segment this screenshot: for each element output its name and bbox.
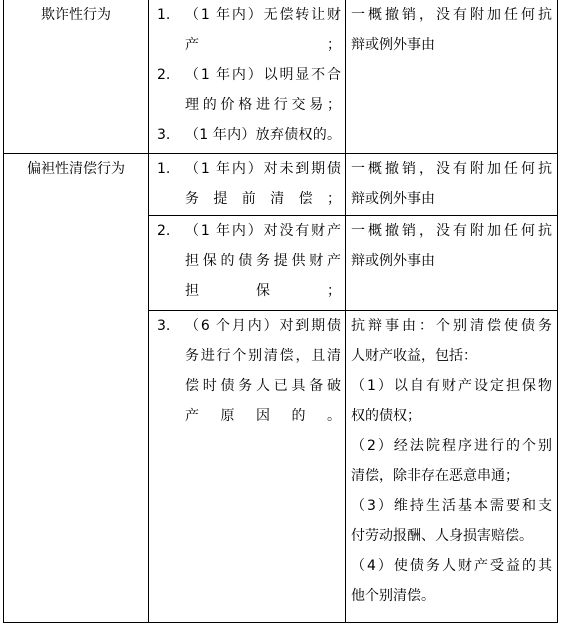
conduct-cell xyxy=(149,311,345,431)
item-number: 3. xyxy=(157,127,171,143)
effect-line: 辩或例外事由 xyxy=(351,253,435,269)
item-line: 务进行个别清偿，且清 xyxy=(185,348,341,364)
effect-cell xyxy=(346,0,558,60)
item-number: 2. xyxy=(157,223,171,239)
conduct-cell xyxy=(149,154,345,214)
item-line: （6 个月内）对到期债 xyxy=(185,318,341,334)
item-line: （1 年内）对未到期债 xyxy=(185,161,341,177)
item-text xyxy=(185,0,345,60)
effect-cell xyxy=(346,311,558,611)
category-label: 偏袒性清偿行为 xyxy=(27,161,125,177)
item-line: （1 年内）以明显不合 xyxy=(185,67,341,83)
item-line: 产原因的。 xyxy=(185,408,341,424)
item-number: 1. xyxy=(157,161,171,177)
list-item xyxy=(153,154,345,214)
effect-line: 抗辩事由：个别清偿使债务 xyxy=(351,318,552,334)
item-text xyxy=(185,311,345,431)
effect-line: 权的债权； xyxy=(351,408,421,424)
effect-line: 清偿，除非存在恶意串通； xyxy=(351,468,519,484)
effect-line: （3）维持生活基本需要和支 xyxy=(351,498,552,514)
effect-line: 一概撤销，没有附加任何抗 xyxy=(351,161,552,177)
item-text xyxy=(185,120,345,150)
category-label: 欺诈性行为 xyxy=(41,7,111,23)
item-line: 担保； xyxy=(185,283,341,299)
effect-line: 辩或例外事由 xyxy=(351,191,435,207)
conduct-cell xyxy=(149,0,345,150)
category-cell xyxy=(4,154,148,184)
effect-line: 人财产收益，包括： xyxy=(351,348,477,364)
item-line: （1 年内）无偿转让财 xyxy=(185,7,341,23)
list-item xyxy=(153,60,345,120)
effect-line: 付劳动报酬、人身损害赔偿。 xyxy=(351,528,533,544)
item-line: 担保的债务提供财产 xyxy=(185,253,341,269)
effect-line: （2）经法院程序进行的个别 xyxy=(351,438,552,454)
list-item xyxy=(153,120,345,150)
list-item xyxy=(153,311,345,431)
category-cell xyxy=(4,0,148,30)
effect-line: 一概撤销，没有附加任何抗 xyxy=(351,7,552,23)
item-text xyxy=(185,216,345,306)
item-number: 2. xyxy=(157,67,171,83)
item-line: 务提前清偿； xyxy=(185,191,341,207)
effect-line: （1）以自有财产设定担保物 xyxy=(351,378,552,394)
effect-cell xyxy=(346,154,558,214)
effect-cell xyxy=(346,216,558,276)
conduct-cell xyxy=(149,216,345,306)
item-line: 偿时债务人已具备破 xyxy=(185,378,341,394)
item-number: 1. xyxy=(157,7,171,23)
list-item xyxy=(153,0,345,60)
item-text xyxy=(185,154,345,214)
effect-line: （4）使债务人财产受益的其 xyxy=(351,558,552,574)
effect-line: 辩或例外事由 xyxy=(351,37,435,53)
effect-line: 他个别清偿。 xyxy=(351,588,435,604)
item-text xyxy=(185,60,345,120)
rescission-table xyxy=(3,0,558,623)
item-line: 产； xyxy=(185,37,341,53)
item-line: 理的价格进行交易； xyxy=(185,97,341,113)
item-line: （1 年内）放弃债权的。 xyxy=(185,127,341,143)
list-item xyxy=(153,216,345,306)
item-number: 3. xyxy=(157,318,171,334)
item-line: （1 年内）对没有财产 xyxy=(185,223,341,239)
effect-line: 一概撤销，没有附加任何抗 xyxy=(351,223,552,239)
